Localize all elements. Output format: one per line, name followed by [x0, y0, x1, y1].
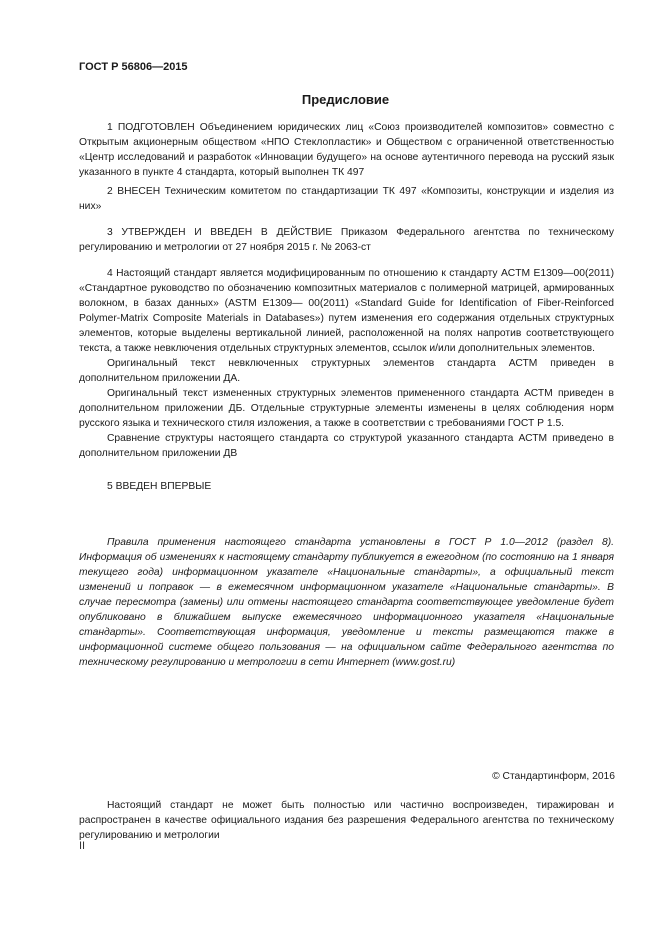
item-5-block: [79, 479, 614, 494]
item-4-block: [79, 266, 614, 461]
reproduction-note: Настоящий стандарт не может быть полностью или частично воспроизведен, тиражирован и распространен в качестве официального издания без разрешения Федерального агентства по техническому регулированию и метрологии: [79, 800, 614, 841]
item-5: 5 ВВЕДЕН ВПЕРВЫЕ: [107, 481, 212, 492]
item-2-block: [79, 184, 614, 214]
reproduction-note-block: [79, 798, 614, 843]
document-number: ГОСТ Р 56806—2015: [79, 61, 188, 73]
item-2: 2 ВНЕСЕН Техническим комитетом по стандартизации ТК 497 «Композиты, конструкции и изделия из них»: [79, 186, 614, 212]
item-1: 1 ПОДГОТОВЛЕН Объединением юридических лиц «Союз производителей композитов» совместно с Открытым акционерным обществом «НПО Стеклопластик» и Обществом с ограниченной ответственностью «Центр исследований и разработок «Инновации будущего» на основе аутентичного перевода на русский язык указанного в пункте 4 стандарта, который выполнен ТК 497: [79, 122, 614, 178]
item-4-annex-db: Оригинальный текст измененных структурных элементов примененного стандарта АСТМ приведен в дополнительном приложении ДБ. Отдельные структурные элементы изменены в целях соблюдения норм русского языка и технического стиля изложения, а также в соответствии с требованиями ГОСТ Р 1.5.: [79, 388, 614, 429]
rules-note: Правила применения настоящего стандарта установлены в ГОСТ Р 1.0—2012 (раздел 8). Информация об изменениях к настоящему стандарту публикуется в ежегодном (по состоянию на 1 января текущего года) информационном указателе «Национальные стандарты», а официальный текст изменений и поправок — в ежемесячном информационном указателе «Национальные стандарты». В случае пересмотра (замены) или отмены настоящего стандарта соответствующее уведомление будет опубликовано в ближайшем выпуске ежемесячного информационного указателя «Национальные стандарты». Соответствующая информация, уведомление и тексты размещаются также в информационной системе общего пользования — на официальном сайте Федерального агентства по техническому регулированию и метрологии в сети Интернет (www.gost.ru): [79, 537, 614, 668]
copyright: © Стандартинформ, 2016: [492, 771, 615, 782]
item-4-annex-dv: Сравнение структуры настоящего стандарта со структурой указанного стандарта АСТМ приведено в дополнительном приложении ДВ: [79, 433, 614, 459]
item-3: 3 УТВЕРЖДЕН И ВВЕДЕН В ДЕЙСТВИЕ Приказом Федерального агентства по техническому регулированию и метрологии от 27 ноября 2015 г. № 2063-ст: [79, 227, 614, 253]
rules-note-block: [79, 535, 614, 670]
item-4-annex-da: Оригинальный текст невключенных структурных элементов стандарта АСТМ приведен в дополнительном приложении ДА.: [79, 358, 614, 384]
item-3-block: [79, 225, 614, 255]
page-title: Предисловие: [301, 92, 390, 107]
item-1-block: [79, 120, 614, 180]
page-number: II: [79, 840, 86, 852]
item-4: 4 Настоящий стандарт является модифицированным по отношению к стандарту ACTM E1309—00(2011) «Стандартное руководство по обозначению композитных материалов с полимерной матрицей, армированных волокном, в базах данных» (ASTM E1309— 00(2011) «Standard Guide for Identification of Fiber-Reinforced Polymer-Matrix Composite Materials in Databases») путем изменения его содержания отдельных структурных элементов, которые выделены вертикальной линией, расположенной на полях напротив соответствующего текста, а также невключения отдельных структурных элементов, ссылок и/или дополнительных элементов.: [79, 268, 614, 354]
